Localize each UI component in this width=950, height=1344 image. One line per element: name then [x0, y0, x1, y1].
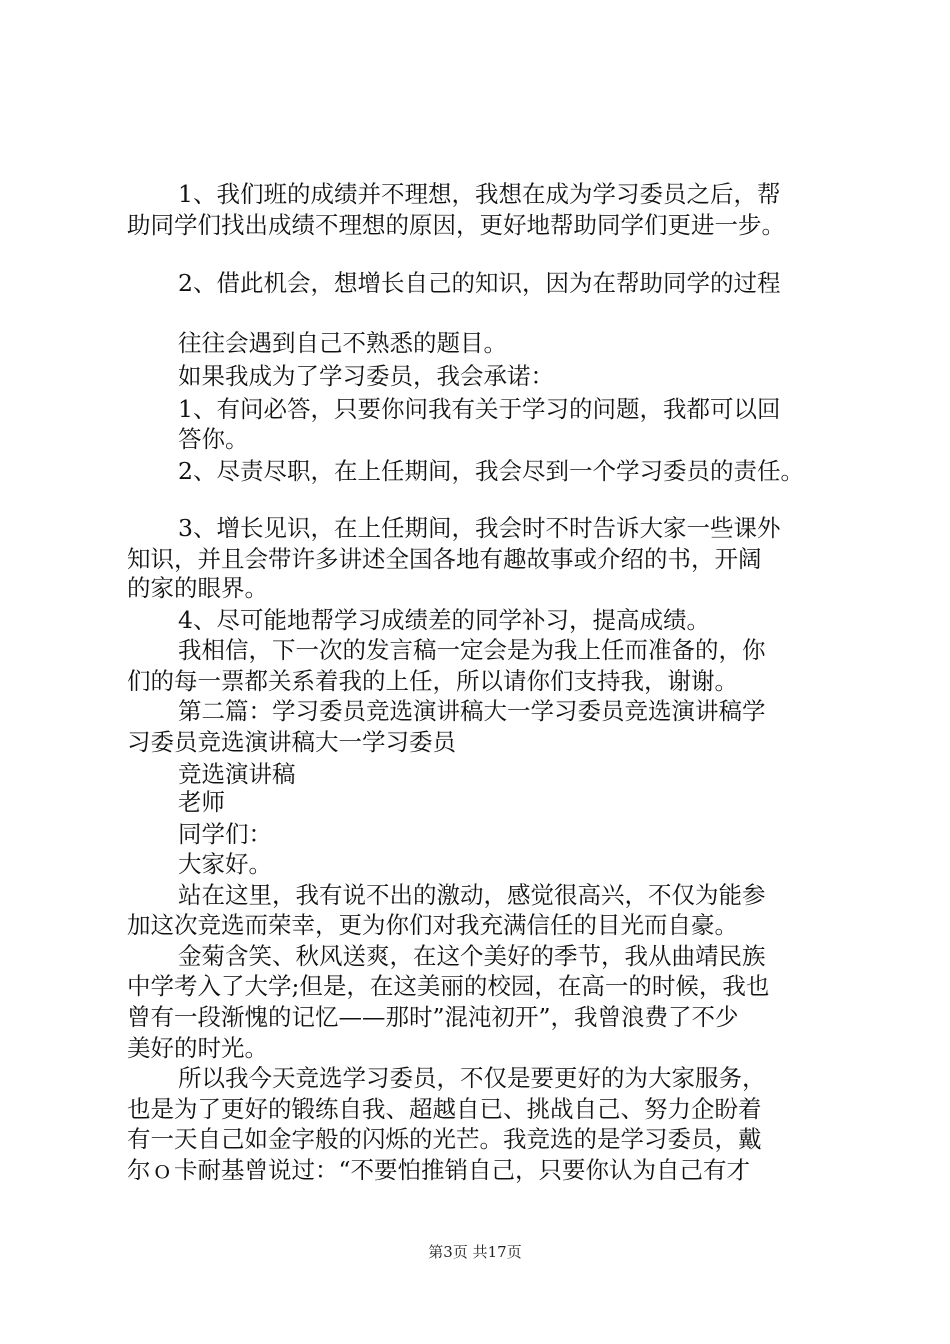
- text-line: 有一天自己如金字般的闪烁的光芒。我竞选的是学习委员，戴: [127, 1125, 762, 1153]
- text-line: 老师: [178, 788, 225, 816]
- text-line: 金菊含笑、秋风送爽，在这个美好的季节，我从曲靖民族: [178, 942, 766, 970]
- text-line: 站在这里，我有说不出的激动，感觉很高兴，不仅为能参: [178, 881, 766, 909]
- text-line: 美好的时光。: [127, 1034, 268, 1062]
- text-line: 尔ｏ卡耐基曾说过：“不要怕推销自己，只要你认为自己有才: [127, 1156, 751, 1184]
- text-line: 同学们：: [178, 820, 272, 848]
- text-line: 也是为了更好的锻练自我、超越自已、挑战自己、努力企盼着: [127, 1095, 762, 1123]
- text-line: 习委员竞选演讲稿大一学习委员: [127, 728, 456, 756]
- text-line: 助同学们找出成绩不理想的原因，更好地帮助同学们更进一步。: [127, 211, 785, 239]
- text-line: 2、尽责尽职，在上任期间，我会尽到一个学习委员的责任。: [178, 457, 804, 485]
- text-line: 4、尽可能地帮学习成绩差的同学补习，提高成绩。: [178, 606, 710, 634]
- text-line: 大家好。: [178, 850, 272, 878]
- text-line: 知识，并且会带许多讲述全国各地有趣故事或介绍的书，开阔: [127, 545, 762, 573]
- text-line: 如果我成为了学习委员，我会承诺：: [178, 362, 554, 390]
- page-footer: 第3页 共17页: [428, 1243, 522, 1261]
- text-line: 3、增长见识，在上任期间，我会时不时告诉大家一些课外: [178, 514, 781, 542]
- text-line: 我相信，下一次的发言稿一定会是为我上任而准备的，你: [178, 636, 766, 664]
- text-line: 答你。: [178, 425, 249, 453]
- text-line: 中学考入了大学;但是，在这美丽的校园，在高一的时候，我也: [127, 972, 770, 1000]
- text-line: 加这次竞选而荣幸，更为你们对我充满信任的目光而自豪。: [127, 911, 738, 939]
- text-line: 往往会遇到自己不熟悉的题目。: [178, 329, 507, 357]
- text-line: 的家的眼界。: [127, 574, 268, 602]
- text-line: 2、借此机会，想增长自己的知识，因为在帮助同学的过程: [178, 269, 781, 297]
- text-line: 第二篇：学习委员竞选演讲稿大一学习委员竞选演讲稿学: [178, 697, 766, 725]
- text-line: 1、我们班的成绩并不理想，我想在成为学习委员之后，帮: [178, 180, 781, 208]
- text-line: 竞选演讲稿: [178, 760, 296, 788]
- text-line: 1、有问必答，只要你问我有关于学习的问题，我都可以回: [178, 395, 781, 423]
- text-line: 曾有一段渐愧的记忆——那时”混沌初开”，我曾浪费了不少: [127, 1003, 739, 1031]
- text-line: 所以我今天竞选学习委员，不仅是要更好的为大家服务，: [178, 1064, 766, 1092]
- text-line: 们的每一票都关系着我的上任，所以请你们支持我，谢谢。: [127, 667, 738, 695]
